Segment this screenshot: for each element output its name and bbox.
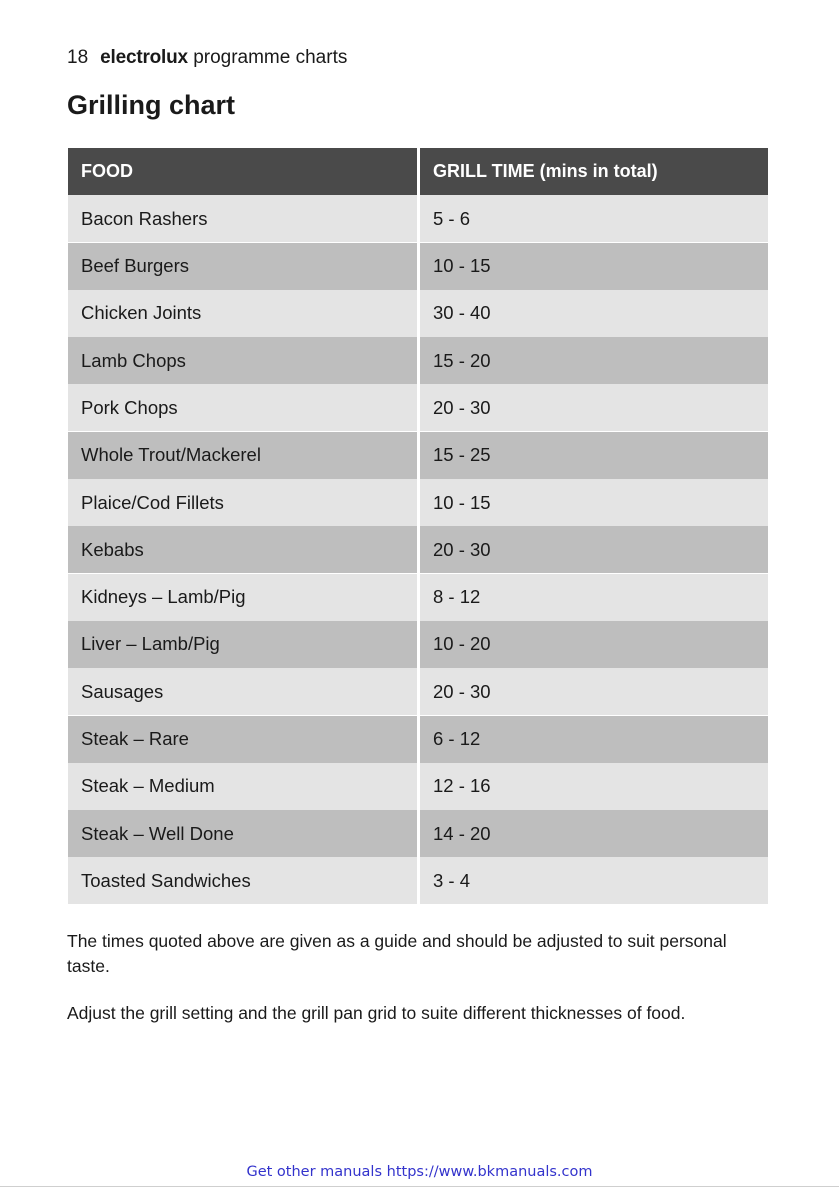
running-header — [67, 47, 347, 69]
note-adjust-grill: Adjust the grill setting and the grill pan grid to suite different thicknesses of food. — [67, 1003, 686, 1023]
food-cell: Kebabs — [68, 526, 417, 573]
table-row — [68, 243, 768, 290]
table-row — [68, 668, 768, 715]
food-cell: Beef Burgers — [68, 243, 417, 290]
page-title: Grilling chart — [67, 90, 236, 120]
food-cell: Kidneys – Lamb/Pig — [68, 574, 417, 621]
grill-time-cell: 10 - 20 — [420, 621, 768, 668]
grill-time-cell: 6 - 12 — [420, 716, 768, 763]
grill-time-cell: 14 - 20 — [420, 810, 768, 857]
grill-time-cell: 8 - 12 — [420, 574, 768, 621]
grill-time-cell: 20 - 30 — [420, 526, 768, 573]
table-row — [68, 432, 768, 479]
table-row — [68, 526, 768, 573]
table-row — [68, 479, 768, 526]
section-name: programme charts — [193, 47, 348, 68]
food-cell: Lamb Chops — [68, 337, 417, 384]
food-cell: Sausages — [68, 668, 417, 715]
bottom-rule — [0, 1186, 839, 1187]
grill-time-cell: 12 - 16 — [420, 763, 768, 810]
grill-time-cell: 3 - 4 — [420, 857, 768, 904]
page-number: 18 — [67, 47, 89, 68]
food-cell: Whole Trout/Mackerel — [68, 432, 417, 479]
food-cell: Liver – Lamb/Pig — [68, 621, 417, 668]
grill-time-cell: 30 - 40 — [420, 290, 768, 337]
table-row — [68, 857, 768, 904]
manuals-link-prefix: Get other manuals — [246, 1164, 387, 1180]
table-header-row — [68, 148, 768, 195]
grill-time-cell: 10 - 15 — [420, 243, 768, 290]
food-cell: Chicken Joints — [68, 290, 417, 337]
column-header-grill-time: GRILL TIME (mins in total) — [420, 148, 768, 195]
food-cell: Toasted Sandwiches — [68, 857, 417, 904]
grill-time-cell: 5 - 6 — [420, 195, 768, 242]
table-row — [68, 290, 768, 337]
manuals-link[interactable] — [0, 1164, 839, 1180]
grill-time-cell: 15 - 25 — [420, 432, 768, 479]
table-row — [68, 621, 768, 668]
grill-time-cell: 20 - 30 — [420, 668, 768, 715]
table-row — [68, 384, 768, 431]
food-cell: Plaice/Cod Fillets — [68, 479, 417, 526]
column-header-food: FOOD — [68, 148, 417, 195]
manuals-link-url: https://www.bkmanuals.com — [386, 1164, 593, 1180]
table-row — [68, 574, 768, 621]
brand-name: electrolux — [100, 47, 188, 68]
grill-time-cell: 20 - 30 — [420, 384, 768, 431]
note-guide-times: The times quoted above are given as a guide and should be adjusted to suit personal taste. — [67, 931, 727, 976]
food-cell: Steak – Medium — [68, 763, 417, 810]
grill-time-cell: 10 - 15 — [420, 479, 768, 526]
table-row — [68, 716, 768, 763]
food-cell: Steak – Well Done — [68, 810, 417, 857]
table-row — [68, 337, 768, 384]
table-row — [68, 810, 768, 857]
grilling-table — [68, 148, 768, 905]
grill-time-cell: 15 - 20 — [420, 337, 768, 384]
table-row — [68, 195, 768, 242]
table-row — [68, 763, 768, 810]
food-cell: Pork Chops — [68, 384, 417, 431]
food-cell: Steak – Rare — [68, 716, 417, 763]
food-cell: Bacon Rashers — [68, 195, 417, 242]
